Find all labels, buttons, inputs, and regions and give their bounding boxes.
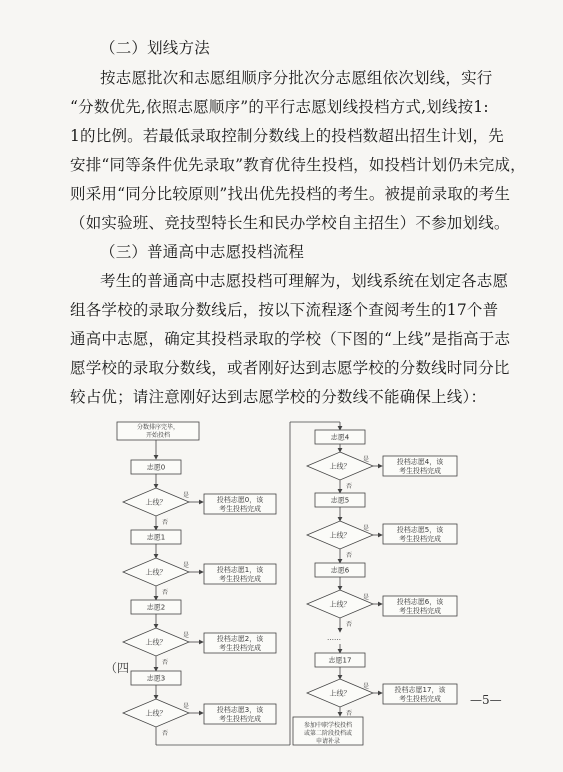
left-result-3-label: 投档志愿3，该 xyxy=(216,706,264,714)
right-yes-1: 是 xyxy=(362,525,370,532)
left-decision-1-label: 上线？ xyxy=(145,568,167,577)
section3-line-2: 组各学校的录取分数线后，按以下流程逐个查阅考生的17个普 xyxy=(70,301,499,319)
right-no-0: 否 xyxy=(345,483,353,490)
section2-heading: （二）划线方法 xyxy=(100,39,210,57)
left-no-0: 否 xyxy=(161,519,169,526)
ellipsis: …… xyxy=(327,634,341,642)
left-result-2-label: 投档志愿2，该 xyxy=(216,635,264,643)
right-yes-3: 是 xyxy=(362,683,370,690)
section3-line-1: 考生的普通高中志愿投档可理解为，划线系统在划定各志愿 xyxy=(100,272,509,290)
left-decision-2-label: 上线？ xyxy=(145,638,167,647)
right-step-0-label: 志愿4 xyxy=(330,433,350,442)
section2-line-2: “分数优先,依照志愿顺序”的平行志愿划线投档方式,划线按1: xyxy=(70,98,489,116)
left-result-3-label: 考生投档完成 xyxy=(219,715,261,723)
side-mark: （四 xyxy=(105,661,130,675)
left-step-0-label: 志愿0 xyxy=(146,463,166,472)
section2-line-5: 则采用“同分比较原则”找出优先投档的考生。被提前录取的考生 xyxy=(70,185,511,203)
start-label-2: 开始投档 xyxy=(145,432,171,439)
end-label-0: 参加中职学校投档 xyxy=(303,722,353,729)
left-step-3-label: 志愿3 xyxy=(146,674,166,683)
left-decision-3-label: 上线？ xyxy=(145,709,167,718)
section2-line-3: 1的比例。若最低录取控制分数线上的投档数超出招生计划，先 xyxy=(70,127,504,145)
left-no-2: 否 xyxy=(161,659,169,666)
right-result-0-label: 考生投档完成 xyxy=(399,467,441,475)
left-step-1-label: 志愿1 xyxy=(146,533,166,542)
left-step-2-label: 志愿2 xyxy=(146,603,166,612)
right-no-3: 否 xyxy=(345,710,353,717)
end-label-1: 或第二阶段投档或 xyxy=(303,730,353,737)
right-result-3-label: 投档志愿17，该 xyxy=(394,686,446,694)
section3-heading: （三）普通高中志愿投档流程 xyxy=(100,243,305,261)
right-no-1: 否 xyxy=(345,552,353,559)
right-result-1-label: 考生投档完成 xyxy=(399,535,441,543)
left-decision-0-label: 上线？ xyxy=(145,498,167,507)
section2-line-4: 安排“同等条件优先录取”教育优待生投档，如投档计划仍未完成， xyxy=(70,156,526,174)
left-yes-3: 是 xyxy=(182,703,190,710)
right-decision-1-label: 上线？ xyxy=(329,531,351,540)
start-label-1: 分数排序完毕， xyxy=(136,424,180,431)
left-yes-0: 是 xyxy=(182,492,190,499)
section2-line-1: 按志愿批次和志愿组顺序分批次分志愿组依次划线，实行 xyxy=(100,69,493,87)
right-step-1-label: 志愿5 xyxy=(330,496,350,505)
right-decision-2-label: 上线？ xyxy=(329,600,351,609)
right-result-3-label: 考生投档完成 xyxy=(399,695,441,703)
right-yes-0: 是 xyxy=(362,456,370,463)
end-label-2: 申请补录 xyxy=(315,738,341,745)
left-yes-1: 是 xyxy=(182,562,190,569)
left-result-2-label: 考生投档完成 xyxy=(219,644,261,652)
right-result-2-label: 投档志愿6，该 xyxy=(396,598,444,606)
page-number: —5— xyxy=(470,693,502,707)
right-result-2-label: 考生投档完成 xyxy=(399,607,441,615)
right-decision-3-label: 上线？ xyxy=(329,689,351,698)
left-result-0-label: 投档志愿0，该 xyxy=(216,496,264,504)
right-result-0-label: 投档志愿4，该 xyxy=(396,458,444,466)
right-decision-0-label: 上线？ xyxy=(329,462,351,471)
left-no-1: 否 xyxy=(161,589,169,596)
right-yes-2: 是 xyxy=(362,594,370,601)
right-result-1-label: 投档志愿5，该 xyxy=(396,526,444,534)
right-step-3-label: 志愿17 xyxy=(328,656,352,665)
section3-line-3: 通高中志愿，确定其投档录取的学校（下图的“上线”是指高于志 xyxy=(70,330,511,348)
right-step-2-label: 志愿6 xyxy=(330,566,350,575)
section2-line-6: （如实验班、竞技型特长生和民办学校自主招生）不参加划线。 xyxy=(70,214,510,232)
left-result-1-label: 投档志愿1，该 xyxy=(216,566,264,574)
left-result-0-label: 考生投档完成 xyxy=(219,505,261,513)
right-no-2: 否 xyxy=(345,621,353,628)
left-no-3: 否 xyxy=(161,730,169,737)
section3-line-4: 愿学校的录取分数线，或者刚好达到志愿学校的分数线时同分比 xyxy=(70,359,510,377)
left-yes-2: 是 xyxy=(182,632,190,639)
left-result-1-label: 考生投档完成 xyxy=(219,575,261,583)
section3-line-5: 较占优；请注意刚好达到志愿学校的分数线不能确保上线）： xyxy=(70,388,487,406)
